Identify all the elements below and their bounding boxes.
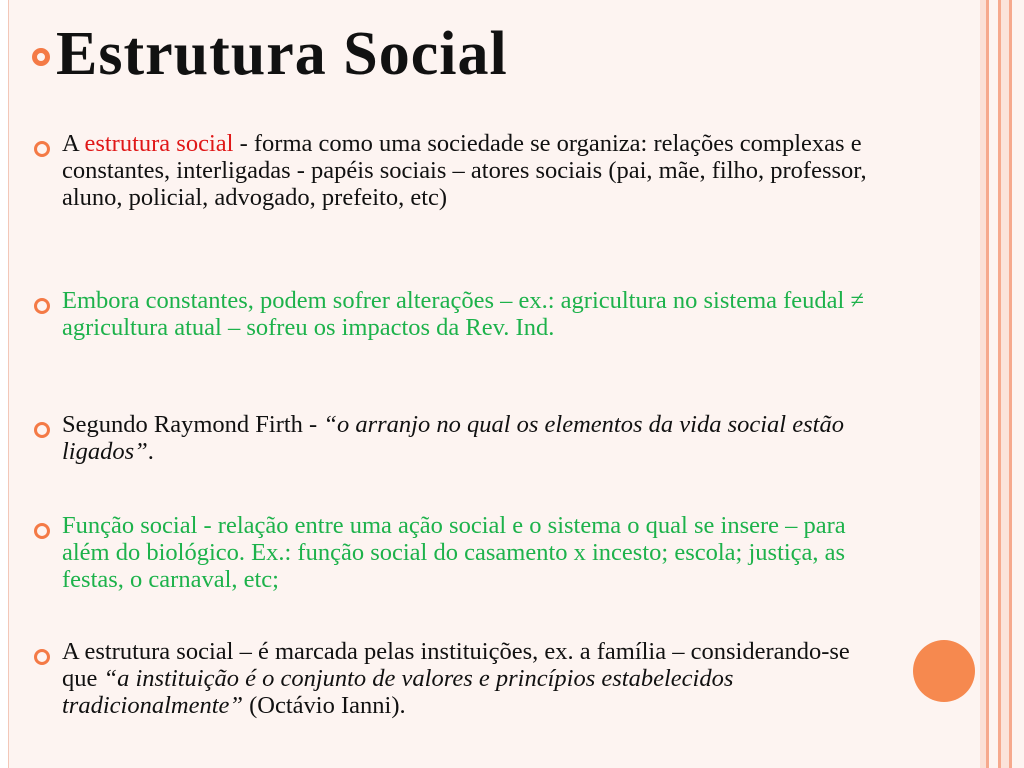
bullet-text-part: - forma como uma sociedade se organiza: relações complexas e constantes, interligadas - papéis sociais – atores sociais (pai, mãe, filho, professor, aluno, policial, advogado, prefeito, etc) [62,130,867,211]
bullet-text: Embora constantes, podem sofrer alterações – ex.: agricultura no sistema feudal ≠ agricultura atual – sofreu os impactos da Rev. Ind. [62,287,864,341]
right-edge-stripe [1001,0,1009,768]
ring-bullet-icon [34,422,50,438]
bullet-text-part: A [62,130,85,157]
ring-bullet-icon [34,649,50,665]
ring-bullet-icon [34,141,50,157]
right-edge-stripe [989,0,998,768]
bullet-text: Função social - relação entre uma ação social e o sistema o qual se insere – para além do biológico. Ex.: função social do casamento x incesto; escola; justiça, as festas, o carnaval, etc; [62,512,846,593]
slide-title: Estrutura Social [56,20,508,88]
decorative-circle [913,640,975,702]
bullet-text [62,638,882,719]
quote-text: “o arranjo no qual os elementos da vida social estão ligados” [62,411,844,465]
quote-text: “a instituição é o conjunto de valores e princípios estabelecidos tradicionalmente” [62,665,734,719]
right-edge-stripe [1012,0,1024,768]
ring-bullet-icon [34,523,50,539]
bullet-text [62,411,882,465]
highlighted-term: estrutura social [84,130,234,157]
bullet-text-part: Segundo Raymond Firth - [62,411,324,438]
bullet-text-part: . [147,438,154,465]
ring-bullet-icon [34,298,50,314]
bullet-text [62,130,882,211]
ring-bullet-icon [32,48,50,66]
bullet-text-part: A estrutura social – é marcada pelas instituições, ex. a família – considerando-se que [62,638,850,692]
bullet-text-part: (Octávio Ianni). [243,692,406,719]
slide-title-area [32,16,508,92]
